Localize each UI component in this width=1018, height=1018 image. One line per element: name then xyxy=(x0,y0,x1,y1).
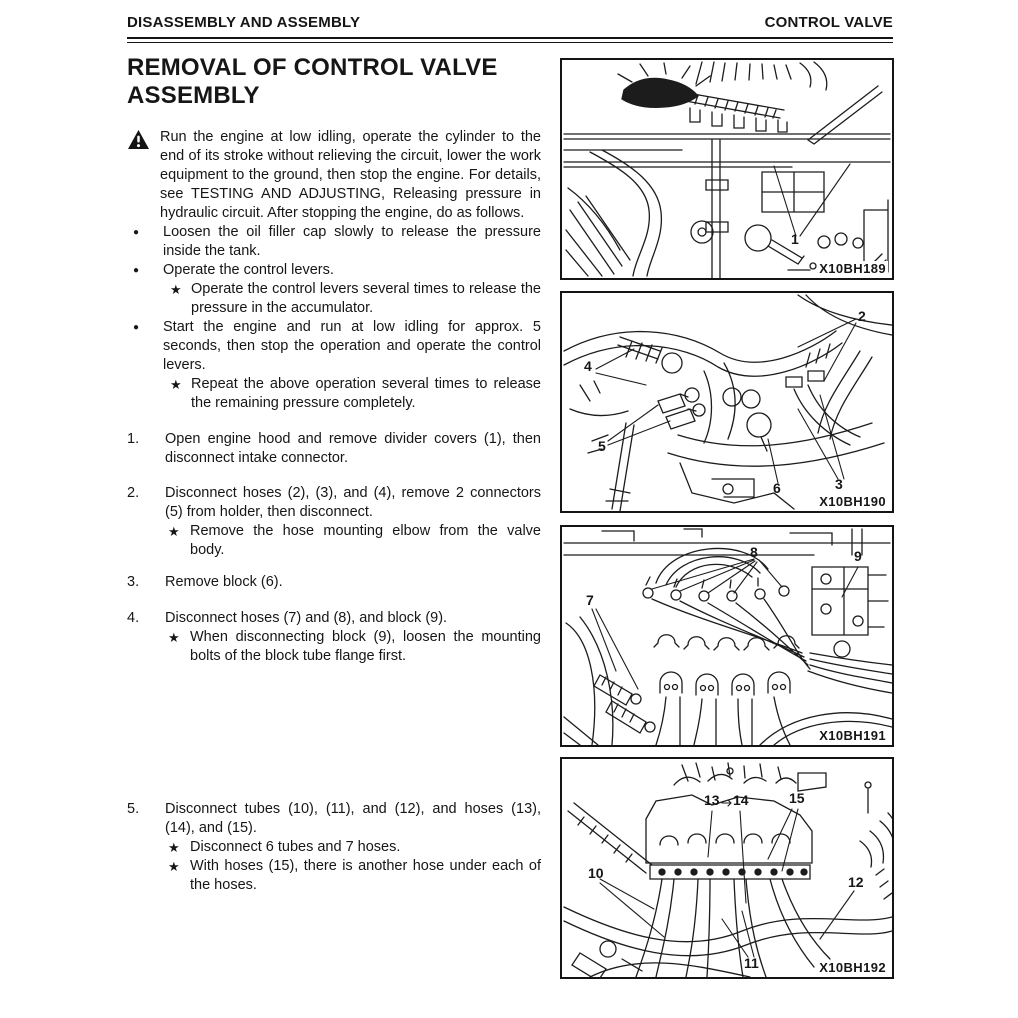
callout-9: 9 xyxy=(854,548,862,564)
engine-line-art xyxy=(562,759,892,977)
list-item xyxy=(127,261,541,280)
bullet-marker: ● xyxy=(133,265,140,276)
callout-13: 13 xyxy=(704,792,720,808)
step-4 xyxy=(127,609,541,666)
star-note xyxy=(127,280,541,318)
step-5 xyxy=(127,800,541,895)
star-note xyxy=(165,838,541,857)
page-title: REMOVAL OF CONTROL VALVE ASSEMBLY xyxy=(127,54,498,109)
step-text: Remove block (6). xyxy=(165,574,283,590)
callout-3: 3 xyxy=(835,476,843,492)
star-text: When disconnecting block (9), loosen the mounting bolts of the block tube flange first. xyxy=(190,629,541,664)
star-note xyxy=(165,857,541,895)
step-number: 1. xyxy=(127,431,140,447)
callout-10: 10 xyxy=(588,865,604,881)
callout-12: 12 xyxy=(848,874,864,890)
star-note xyxy=(165,522,541,560)
star-text: Remove the hose mounting elbow from the valve body. xyxy=(190,523,541,558)
star-text: Repeat the above operation several times to release the remaining pressure completely. xyxy=(191,376,541,411)
star-marker: ★ xyxy=(170,282,182,297)
step-2 xyxy=(127,484,541,560)
callout-1: 1 xyxy=(791,231,799,247)
figure-code: X10BH190 xyxy=(819,494,886,509)
callout-6: 6 xyxy=(773,480,781,496)
step-text: Disconnect hoses (2), (3), and (4), remove 2 connectors (5) from holder, then disconnect. xyxy=(165,485,541,520)
star-note xyxy=(127,375,541,413)
callout-11: 11 xyxy=(744,955,759,971)
star-marker: ★ xyxy=(168,859,180,874)
warning-note xyxy=(127,128,541,223)
star-note xyxy=(165,628,541,666)
step-number: 5. xyxy=(127,801,140,817)
header-right: CONTROL VALVE xyxy=(764,14,893,31)
figure-x10bh190 xyxy=(560,291,894,513)
bullet-marker: ● xyxy=(133,227,140,238)
star-text: Disconnect 6 tubes and 7 hoses. xyxy=(190,839,401,855)
warning-text: Run the engine at low idling, operate the cylinder to the end of its stroke without relieving the circuit, lower the work equipment to the ground, then stop the engine. For details, see TESTING AND ADJUSTING, Releasing pressure in hydraulic circuit. After stopping the engine, do as follows. xyxy=(160,129,541,221)
figure-code: X10BH189 xyxy=(819,261,886,276)
star-marker: ★ xyxy=(168,630,180,645)
step-text: Disconnect tubes (10), (11), and (12), and hoses (13), (14), and (15). xyxy=(165,801,541,836)
page-header xyxy=(127,14,893,31)
callout-4: 4 xyxy=(584,358,592,374)
header-rule xyxy=(127,37,893,43)
callout-14: 14 xyxy=(733,792,749,808)
bullet-text: Loosen the oil filler cap slowly to release the pressure inside the tank. xyxy=(163,224,541,259)
bullet-text: Operate the control levers. xyxy=(163,262,334,278)
bullet-marker: ● xyxy=(133,322,140,333)
figure-x10bh192 xyxy=(560,757,894,979)
engine-line-art xyxy=(562,527,892,745)
callout-15: 15 xyxy=(789,790,805,806)
figure-x10bh189 xyxy=(560,58,894,280)
callout-5: 5 xyxy=(598,438,606,454)
procedure-steps xyxy=(127,430,541,895)
step-1 xyxy=(127,430,541,468)
callout-2: 2 xyxy=(858,308,866,324)
warning-icon xyxy=(127,128,160,150)
list-item xyxy=(127,318,541,375)
step-text: Open engine hood and remove divider covers (1), then disconnect intake connector. xyxy=(165,431,541,466)
figure-code: X10BH191 xyxy=(819,728,886,743)
step-3 xyxy=(127,573,541,592)
step-number: 4. xyxy=(127,610,140,626)
list-item xyxy=(127,223,541,261)
callout-8: 8 xyxy=(750,544,758,560)
text-column xyxy=(127,54,541,895)
star-marker: ★ xyxy=(168,524,180,539)
engine-line-art xyxy=(562,60,892,278)
step-number: 3. xyxy=(127,574,140,590)
star-marker: ★ xyxy=(168,840,180,855)
step-text: Disconnect hoses (7) and (8), and block (9). xyxy=(165,610,448,626)
step-number: 2. xyxy=(127,485,140,501)
header-left: DISASSEMBLY AND ASSEMBLY xyxy=(127,14,361,31)
star-text: With hoses (15), there is another hose under each of the hoses. xyxy=(190,858,541,893)
figure-x10bh191 xyxy=(560,525,894,747)
figure-code: X10BH192 xyxy=(819,960,886,975)
callout-7: 7 xyxy=(586,592,594,608)
bullet-text: Start the engine and run at low idling for approx. 5 seconds, then stop the operation and operate the control levers. xyxy=(163,319,541,373)
star-marker: ★ xyxy=(170,377,182,392)
star-text: Operate the control levers several times to release the pressure in the accumulator. xyxy=(191,281,541,316)
